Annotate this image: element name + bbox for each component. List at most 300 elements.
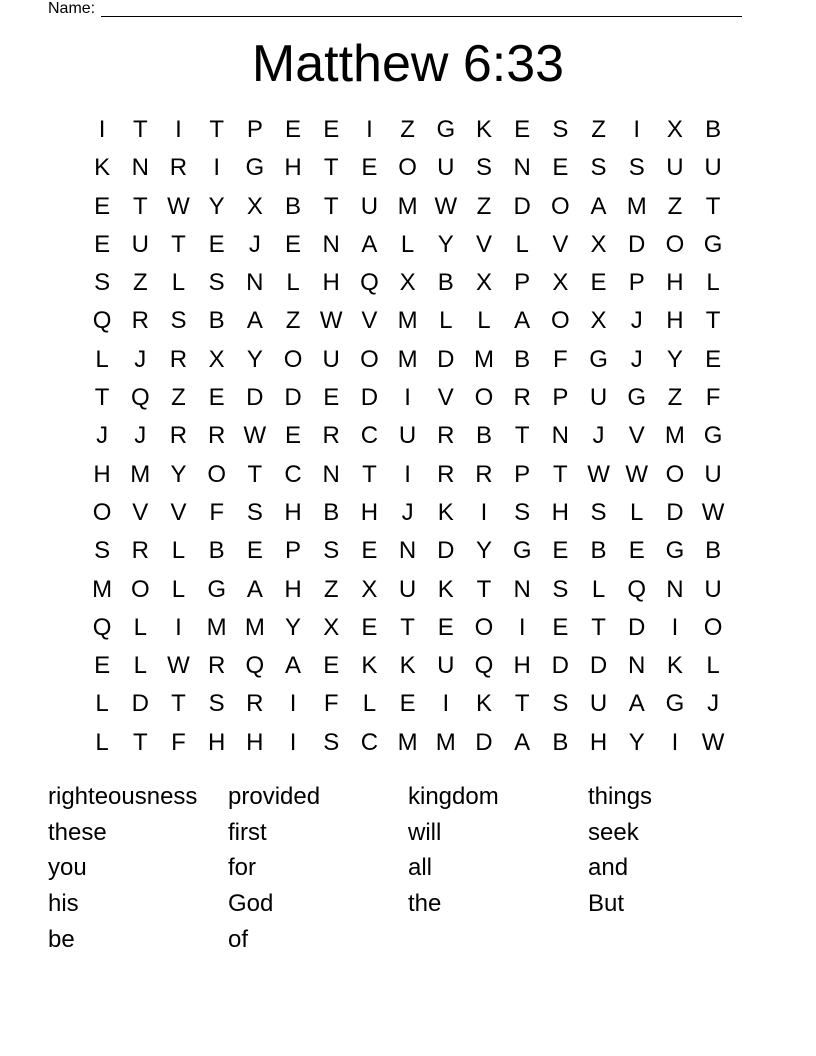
grid-row [83, 264, 733, 302]
grid-row [83, 111, 733, 149]
grid-letter: Y [628, 728, 645, 756]
grid-letter: U [704, 460, 722, 488]
grid-letter: H [284, 575, 302, 603]
grid-letter: Q [360, 269, 379, 297]
grid-letter: T [514, 422, 530, 450]
grid-letter: D [131, 690, 149, 718]
word-item: God [228, 890, 274, 918]
grid-letter: H [93, 460, 111, 488]
grid-letter: K [399, 652, 416, 680]
grid-letter: I [289, 728, 297, 756]
grid-letter: F [209, 498, 224, 526]
grid-row [83, 724, 733, 762]
grid-letter: D [666, 498, 684, 526]
grid-letter: T [94, 384, 110, 412]
grid-letter: R [169, 422, 188, 450]
grid-letter: S [628, 154, 645, 182]
grid-letter: L [630, 498, 644, 526]
grid-letter: R [169, 154, 188, 182]
grid-letter: G [512, 537, 532, 565]
grid-letter: Z [132, 269, 148, 297]
grid-letter: O [283, 345, 303, 373]
grid-letter: L [400, 230, 415, 258]
grid-letter: Q [92, 307, 112, 335]
grid-letter: E [323, 652, 340, 680]
grid-letter: C [360, 422, 379, 450]
grid-letter: L [439, 307, 453, 335]
grid-letter: N [551, 422, 570, 450]
grid-letter: H [207, 728, 226, 756]
grid-letter: E [285, 422, 302, 450]
grid-letter: R [513, 384, 531, 412]
grid-letter: L [171, 537, 186, 565]
grid-letter: D [437, 345, 455, 373]
grid-letter: G [627, 384, 647, 412]
word-item: these [48, 818, 107, 846]
grid-letter: M [397, 192, 418, 220]
grid-letter: V [361, 307, 378, 335]
grid-letter: T [514, 690, 530, 718]
letter-grid [83, 111, 733, 762]
grid-letter: X [399, 269, 416, 297]
grid-letter: B [475, 422, 492, 450]
grid-letter: E [552, 537, 569, 565]
grid-letter: I [98, 116, 106, 143]
grid-row [83, 341, 733, 379]
grid-letter: Z [667, 384, 683, 412]
grid-letter: R [169, 345, 188, 373]
grid-letter: W [167, 652, 190, 680]
grid-letter: L [133, 652, 147, 680]
grid-row [83, 226, 733, 264]
grid-letter: L [706, 269, 720, 297]
grid-letter: E [628, 537, 645, 565]
grid-letter: M [664, 422, 685, 450]
grid-letter: O [130, 575, 150, 603]
grid-row [83, 149, 733, 187]
grid-letter: E [552, 154, 569, 182]
grid-letter: E [246, 537, 263, 565]
grid-letter: B [514, 345, 531, 373]
grid-letter: O [474, 384, 494, 412]
grid-letter: D [628, 230, 646, 258]
word-item: and [588, 854, 629, 882]
grid-letter: N [398, 537, 417, 565]
grid-letter: N [246, 269, 264, 297]
grid-letter: V [132, 498, 149, 526]
grid-letter: G [589, 345, 608, 373]
grid-letter: L [706, 652, 720, 680]
grid-row [83, 571, 733, 609]
grid-letter: Q [627, 575, 647, 603]
grid-letter: V [170, 498, 187, 526]
grid-letter: I [671, 613, 679, 641]
grid-letter: L [171, 575, 186, 603]
grid-letter: M [206, 613, 227, 641]
grid-letter: S [94, 269, 111, 297]
grid-letter: M [626, 192, 647, 220]
grid-letter: E [361, 154, 378, 182]
grid-letter: V [552, 230, 569, 258]
grid-letter: Y [666, 345, 683, 373]
word-item: first [228, 818, 267, 846]
grid-letter: H [666, 269, 684, 297]
grid-letter: A [246, 307, 263, 335]
grid-letter: M [397, 728, 418, 756]
grid-letter: X [246, 192, 263, 220]
grid-letter: G [703, 230, 723, 258]
grid-letter: S [246, 498, 263, 526]
grid-row [83, 532, 733, 570]
grid-letter: S [170, 307, 187, 335]
word-item: you [48, 854, 87, 882]
grid-row [83, 456, 733, 494]
grid-letter: A [361, 230, 378, 258]
grid-letter: W [319, 307, 343, 335]
grid-letter: Z [591, 116, 606, 143]
grid-letter: D [475, 728, 493, 756]
grid-letter: O [551, 192, 570, 220]
grid-letter: Q [130, 384, 150, 412]
grid-row [83, 494, 733, 532]
grid-letter: U [666, 154, 684, 182]
word-item: for [228, 854, 257, 882]
grid-letter: E [208, 230, 225, 258]
grid-letter: F [171, 728, 186, 756]
grid-letter: I [175, 613, 182, 641]
grid-letter: J [630, 345, 643, 373]
grid-letter: B [208, 307, 225, 335]
grid-letter: Z [476, 192, 492, 220]
grid-letter: Y [437, 230, 454, 258]
grid-letter: D [513, 192, 531, 220]
grid-letter: T [705, 307, 721, 335]
grid-letter: S [323, 537, 340, 565]
grid-letter: L [171, 269, 186, 297]
grid-letter: I [442, 690, 450, 718]
grid-letter: P [514, 460, 531, 488]
grid-letter: J [134, 422, 147, 450]
grid-letter: I [404, 460, 411, 488]
grid-letter: T [132, 192, 148, 220]
grid-letter: O [360, 345, 379, 373]
grid-letter: T [323, 192, 339, 220]
grid-letter: N [131, 154, 149, 182]
grid-letter: N [628, 652, 646, 680]
grid-letter: K [475, 116, 492, 143]
grid-letter: M [473, 345, 494, 373]
grid-letter: O [551, 307, 570, 335]
grid-letter: W [167, 192, 190, 220]
grid-letter: Z [400, 116, 415, 143]
word-item: his [48, 890, 79, 918]
grid-letter: U [322, 345, 340, 373]
grid-letter: L [133, 613, 147, 641]
word-item: will [408, 818, 442, 846]
grid-letter: T [705, 192, 721, 220]
grid-row [83, 188, 733, 226]
grid-letter: M [435, 728, 456, 756]
grid-letter: G [207, 575, 226, 603]
grid-letter: H [513, 652, 531, 680]
word-item: all [408, 854, 433, 882]
grid-letter: Y [475, 537, 492, 565]
word-column [588, 779, 768, 957]
grid-letter: H [284, 154, 302, 182]
grid-row [83, 379, 733, 417]
grid-letter: R [475, 460, 493, 488]
grid-letter: I [671, 728, 679, 756]
grid-letter: U [704, 154, 722, 182]
grid-letter: E [323, 384, 340, 412]
grid-letter: X [666, 116, 683, 143]
word-column [408, 779, 588, 957]
grid-letter: V [437, 384, 454, 412]
grid-letter: D [589, 652, 608, 680]
grid-letter: C [360, 728, 379, 756]
grid-letter: F [553, 345, 568, 373]
grid-letter: S [552, 690, 569, 718]
grid-letter: E [285, 116, 302, 143]
grid-letter: P [246, 116, 263, 143]
grid-letter: J [630, 307, 643, 335]
grid-letter: D [284, 384, 302, 412]
grid-letter: A [285, 652, 302, 680]
grid-letter: P [552, 384, 569, 412]
grid-letter: U [437, 652, 455, 680]
grid-letter: B [705, 116, 722, 143]
grid-letter: J [96, 422, 109, 450]
grid-letter: A [590, 192, 607, 220]
word-item: be [48, 925, 75, 953]
word-item: But [588, 890, 625, 918]
grid-letter: H [551, 498, 570, 526]
grid-letter: E [94, 230, 111, 258]
grid-letter: D [628, 613, 646, 641]
grid-letter: Z [285, 307, 301, 335]
page-title: Matthew 6:33 [251, 35, 565, 93]
word-item: of [228, 925, 249, 953]
grid-letter: E [208, 384, 225, 412]
grid-letter: K [666, 652, 683, 680]
grid-letter: L [477, 307, 491, 335]
grid-letter: G [665, 537, 685, 565]
grid-letter: B [552, 728, 569, 756]
grid-letter: Q [92, 613, 112, 641]
grid-letter: U [589, 384, 608, 412]
grid-letter: Y [170, 460, 187, 488]
grid-row [83, 685, 733, 723]
grid-letter: U [437, 154, 455, 182]
grid-letter: T [323, 154, 339, 182]
name-label: Name: [48, 0, 96, 17]
grid-letter: G [665, 690, 685, 718]
word-item: kingdom [408, 783, 499, 810]
grid-letter: L [95, 345, 109, 373]
grid-letter: O [474, 613, 494, 641]
grid-letter: T [362, 460, 377, 488]
grid-letter: E [323, 116, 340, 143]
grid-letter: Q [245, 652, 265, 680]
grid-letter: S [514, 498, 531, 526]
grid-letter: B [285, 192, 302, 220]
grid-letter: E [94, 192, 111, 220]
grid-letter: H [322, 269, 340, 297]
grid-letter: E [285, 230, 302, 258]
grid-letter: X [475, 269, 492, 297]
grid-letter: M [397, 307, 418, 335]
grid-letter: T [591, 613, 606, 641]
name-field [48, 0, 742, 17]
grid-letter: I [404, 384, 411, 412]
word-item: provided [228, 783, 321, 810]
grid-letter: E [590, 269, 607, 297]
grid-letter: A [514, 307, 531, 335]
grid-letter: W [701, 728, 725, 756]
grid-letter: R [437, 422, 455, 450]
grid-letter: D [437, 537, 455, 565]
grid-letter: P [285, 537, 302, 565]
grid-letter: T [171, 690, 186, 718]
word-list [48, 779, 768, 957]
grid-letter: A [514, 728, 531, 756]
grid-letter: E [399, 690, 416, 718]
grid-letter: E [514, 116, 531, 143]
grid-letter: Z [323, 575, 339, 603]
grid-letter: E [437, 613, 454, 641]
grid-letter: X [590, 307, 607, 335]
grid-letter: F [705, 384, 721, 412]
grid-letter: Q [474, 652, 494, 680]
grid-letter: N [513, 575, 531, 603]
grid-letter: N [322, 230, 340, 258]
grid-letter: X [323, 613, 340, 641]
grid-letter: M [397, 345, 418, 373]
grid-letter: T [553, 460, 568, 488]
grid-letter: I [175, 116, 182, 143]
grid-letter: B [323, 498, 340, 526]
grid-letter: E [361, 537, 378, 565]
grid-letter: O [398, 154, 417, 182]
grid-letter: L [95, 690, 109, 718]
grid-row [83, 609, 733, 647]
grid-letter: V [475, 230, 492, 258]
grid-letter: S [94, 537, 111, 565]
grid-letter: K [437, 498, 454, 526]
grid-letter: B [437, 269, 454, 297]
grid-letter: S [590, 154, 607, 182]
grid-letter: P [514, 269, 531, 297]
grid-letter: H [666, 307, 684, 335]
grid-letter: G [436, 116, 456, 143]
grid-letter: Z [667, 192, 683, 220]
grid-letter: U [398, 422, 417, 450]
grid-letter: D [360, 384, 379, 412]
grid-letter: T [400, 613, 415, 641]
grid-letter: X [590, 230, 607, 258]
grid-row [83, 417, 733, 455]
grid-letter: S [208, 269, 225, 297]
grid-letter: I [213, 154, 220, 182]
grid-letter: I [289, 690, 297, 718]
grid-letter: K [475, 690, 492, 718]
grid-letter: R [322, 422, 340, 450]
grid-letter: R [131, 537, 149, 565]
grid-letter: J [134, 345, 147, 373]
grid-letter: Y [246, 345, 263, 373]
grid-letter: M [244, 613, 265, 641]
grid-letter: J [707, 690, 720, 718]
grid-letter: B [590, 537, 607, 565]
grid-letter: H [284, 498, 302, 526]
grid-letter: E [552, 613, 569, 641]
word-item: things [588, 783, 653, 810]
grid-letter: Y [208, 192, 225, 220]
grid-letter: S [552, 116, 569, 143]
grid-letter: N [322, 460, 340, 488]
grid-letter: Y [285, 613, 302, 641]
grid-letter: K [94, 154, 111, 182]
grid-letter: R [437, 460, 455, 488]
grid-letter: B [705, 537, 722, 565]
grid-letter: X [361, 575, 378, 603]
grid-letter: K [361, 652, 378, 680]
grid-letter: D [246, 384, 264, 412]
grid-letter: A [246, 575, 263, 603]
grid-letter: W [434, 192, 458, 220]
grid-letter: I [518, 613, 526, 641]
grid-letter: U [589, 690, 608, 718]
grid-letter: U [360, 192, 379, 220]
word-item: seek [588, 818, 639, 846]
grid-letter: S [475, 154, 492, 182]
grid-letter: T [171, 230, 186, 258]
grid-letter: L [95, 728, 109, 756]
grid-letter: E [94, 652, 111, 680]
grid-letter: N [513, 154, 531, 182]
grid-letter: O [703, 613, 723, 641]
word-column [228, 779, 408, 957]
grid-letter: O [207, 460, 226, 488]
grid-letter: L [286, 269, 300, 297]
grid-letter: O [92, 498, 112, 526]
grid-letter: S [590, 498, 607, 526]
grid-letter: H [589, 728, 608, 756]
grid-letter: X [208, 345, 225, 373]
grid-letter: Z [171, 384, 186, 412]
name-blank-line [101, 3, 742, 17]
grid-letter: N [666, 575, 684, 603]
grid-letter: F [323, 690, 339, 718]
grid-letter: R [207, 652, 226, 680]
grid-letter: D [551, 652, 570, 680]
grid-letter: T [209, 116, 224, 143]
grid-letter: R [131, 307, 149, 335]
grid-letter: U [704, 575, 722, 603]
grid-letter: X [552, 269, 569, 297]
grid-letter: T [132, 116, 148, 143]
grid-letter: H [246, 728, 264, 756]
grid-letter: T [132, 728, 148, 756]
grid-row [83, 647, 733, 685]
grid-letter: O [665, 230, 685, 258]
grid-letter: W [625, 460, 649, 488]
grid-letter: P [628, 269, 645, 297]
grid-letter: U [131, 230, 149, 258]
grid-letter: L [515, 230, 529, 258]
grid-letter: V [628, 422, 645, 450]
grid-letter: W [587, 460, 610, 488]
